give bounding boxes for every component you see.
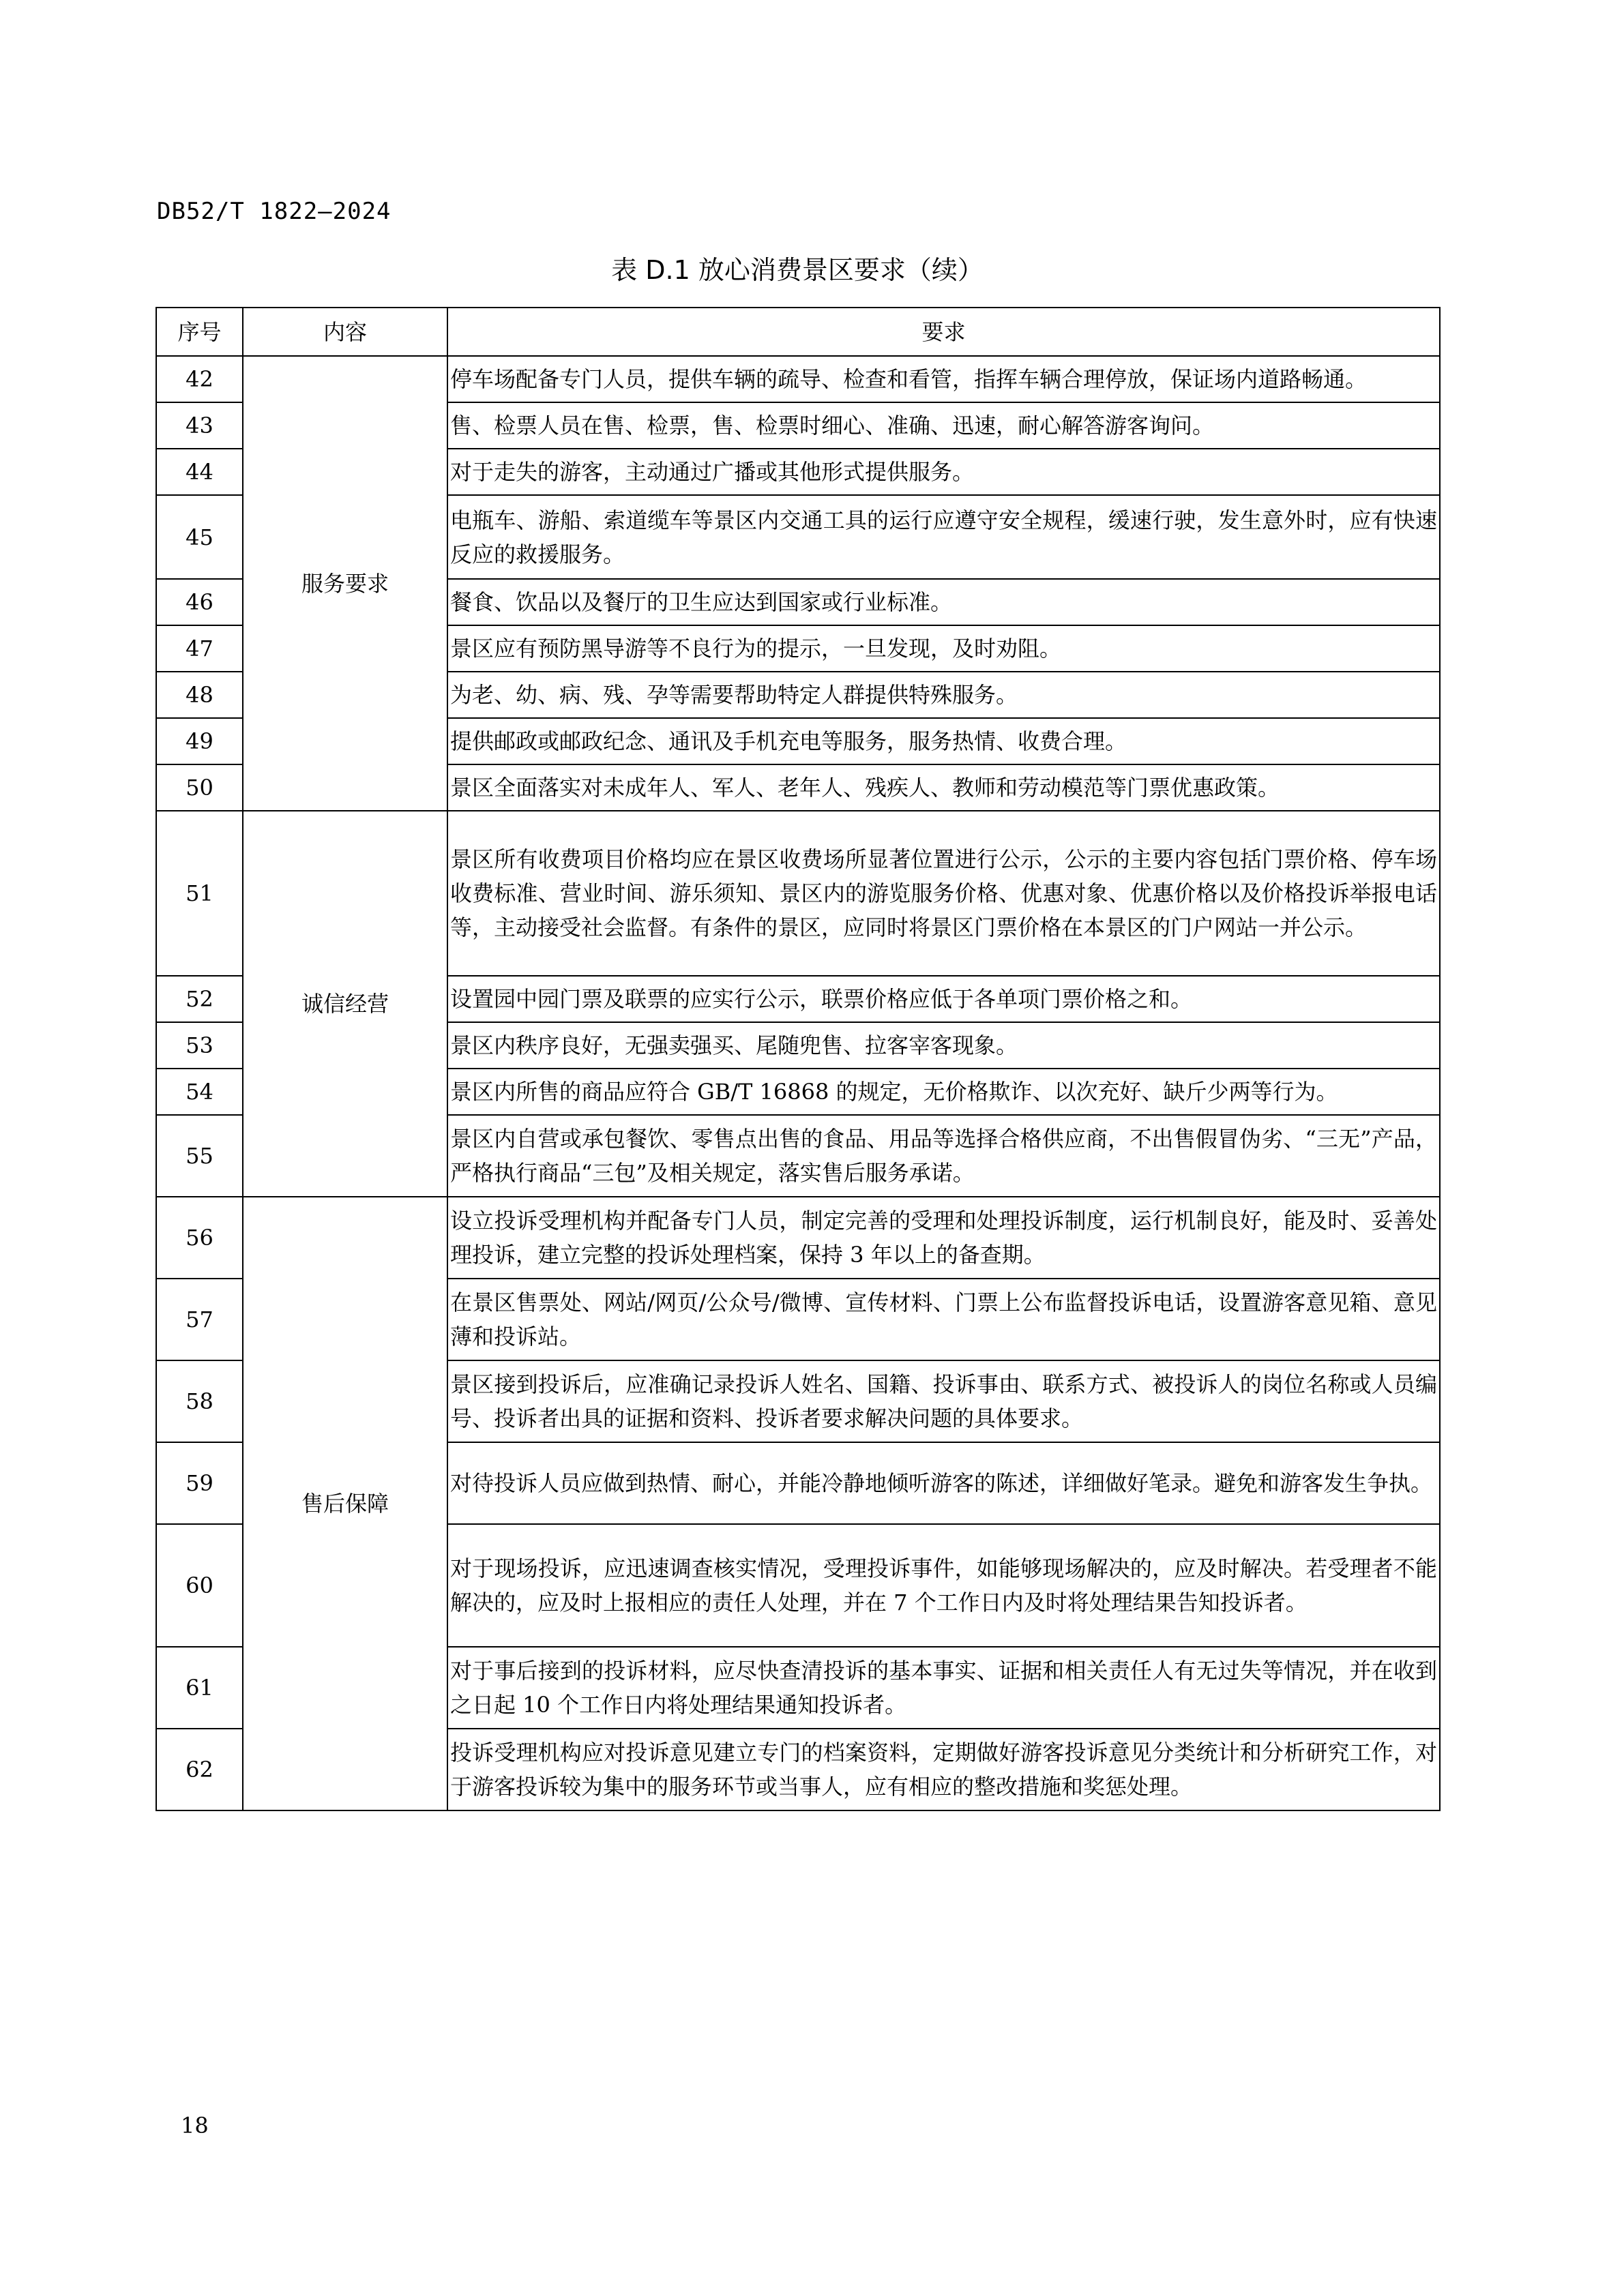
column-header-content: 内容 [243, 308, 447, 356]
row-number: 56 [156, 1197, 243, 1279]
requirement-text: 设立投诉受理机构并配备专门人员，制定完善的受理和处理投诉制度，运行机制良好，能及时、妥善处理投诉，建立完整的投诉处理档案，保持 3 年以上的备查期。 [447, 1197, 1440, 1279]
table-row [156, 811, 1440, 976]
row-number: 54 [156, 1069, 243, 1115]
row-number: 45 [156, 495, 243, 579]
column-header-number: 序号 [156, 308, 243, 356]
requirement-text: 景区全面落实对未成年人、军人、老年人、残疾人、教师和劳动模范等门票优惠政策。 [447, 764, 1440, 811]
requirement-text: 为老、幼、病、残、孕等需要帮助特定人群提供特殊服务。 [447, 672, 1440, 718]
requirement-text: 电瓶车、游船、索道缆车等景区内交通工具的运行应遵守安全规程，缓速行驶，发生意外时，应有快速反应的救援服务。 [447, 495, 1440, 579]
requirement-text: 餐食、饮品以及餐厅的卫生应达到国家或行业标准。 [447, 579, 1440, 625]
row-number: 58 [156, 1360, 243, 1442]
requirement-text: 景区内所售的商品应符合 GB/T 16868 的规定，无价格欺诈、以次充好、缺斤少两等行为。 [447, 1069, 1440, 1115]
category-cell: 诚信经营 [243, 811, 447, 1197]
row-number: 49 [156, 718, 243, 764]
requirement-text: 对于走失的游客，主动通过广播或其他形式提供服务。 [447, 449, 1440, 495]
row-number: 43 [156, 402, 243, 449]
requirement-text: 景区内秩序良好，无强卖强买、尾随兜售、拉客宰客现象。 [447, 1022, 1440, 1069]
row-number: 50 [156, 764, 243, 811]
row-number: 48 [156, 672, 243, 718]
requirement-text: 景区应有预防黑导游等不良行为的提示，一旦发现，及时劝阻。 [447, 625, 1440, 672]
requirement-text: 在景区售票处、网站/网页/公众号/微博、宣传材料、门票上公布监督投诉电话，设置游客意见箱、意见薄和投诉站。 [447, 1279, 1440, 1360]
requirement-text: 投诉受理机构应对投诉意见建立专门的档案资料，定期做好游客投诉意见分类统计和分析研究工作，对于游客投诉较为集中的服务环节或当事人，应有相应的整改措施和奖惩处理。 [447, 1729, 1440, 1810]
row-number: 42 [156, 356, 243, 402]
row-number: 61 [156, 1647, 243, 1729]
page-number: 18 [181, 2113, 209, 2138]
table-header-row [156, 308, 1440, 356]
requirement-text: 景区内自营或承包餐饮、零售点出售的食品、用品等选择合格供应商，不出售假冒伪劣、“三无”产品，严格执行商品“三包”及相关规定，落实售后服务承诺。 [447, 1115, 1440, 1197]
requirement-text: 对待投诉人员应做到热情、耐心，并能冷静地倾听游客的陈述，详细做好笔录。避免和游客发生争执。 [447, 1442, 1440, 1524]
row-number: 55 [156, 1115, 243, 1197]
table-row [156, 356, 1440, 402]
requirement-text: 对于现场投诉，应迅速调查核实情况，受理投诉事件，如能够现场解决的，应及时解决。若受理者不能解决的，应及时上报相应的责任人处理，并在 7 个工作日内及时将处理结果告知投诉者。 [447, 1524, 1440, 1647]
requirement-text: 停车场配备专门人员，提供车辆的疏导、检查和看管，指挥车辆合理停放，保证场内道路畅通。 [447, 356, 1440, 402]
row-number: 52 [156, 976, 243, 1022]
table-body [156, 356, 1440, 1810]
category-cell: 售后保障 [243, 1197, 447, 1810]
row-number: 44 [156, 449, 243, 495]
category-cell: 服务要求 [243, 356, 447, 811]
row-number: 57 [156, 1279, 243, 1360]
row-number: 62 [156, 1729, 243, 1810]
requirement-text: 景区接到投诉后，应准确记录投诉人姓名、国籍、投诉事由、联系方式、被投诉人的岗位名称或人员编号、投诉者出具的证据和资料、投诉者要求解决问题的具体要求。 [447, 1360, 1440, 1442]
row-number: 46 [156, 579, 243, 625]
requirement-text: 设置园中园门票及联票的应实行公示，联票价格应低于各单项门票价格之和。 [447, 976, 1440, 1022]
row-number: 47 [156, 625, 243, 672]
table-row [156, 1197, 1440, 1279]
row-number: 60 [156, 1524, 243, 1647]
document-code: DB52/T 1822—2024 [157, 198, 392, 225]
requirement-text: 售、检票人员在售、检票，售、检票时细心、准确、迅速，耐心解答游客询问。 [447, 402, 1440, 449]
requirement-text: 对于事后接到的投诉材料，应尽快查清投诉的基本事实、证据和相关责任人有无过失等情况，并在收到之日起 10 个工作日内将处理结果通知投诉者。 [447, 1647, 1440, 1729]
requirement-text: 提供邮政或邮政纪念、通讯及手机充电等服务，服务热情、收费合理。 [447, 718, 1440, 764]
column-header-requirement: 要求 [447, 308, 1440, 356]
row-number: 59 [156, 1442, 243, 1524]
requirements-table [156, 307, 1441, 1811]
table-title: 表 D.1 放心消费景区要求（续） [611, 255, 984, 285]
row-number: 53 [156, 1022, 243, 1069]
requirement-text: 景区所有收费项目价格均应在景区收费场所显著位置进行公示，公示的主要内容包括门票价格、停车场收费标准、营业时间、游乐须知、景区内的游览服务价格、优惠对象、优惠价格以及价格投诉举报电话等，主动接受社会监督。有条件的景区，应同时将景区门票价格在本景区的门户网站一并公示。 [447, 811, 1440, 976]
row-number: 51 [156, 811, 243, 976]
